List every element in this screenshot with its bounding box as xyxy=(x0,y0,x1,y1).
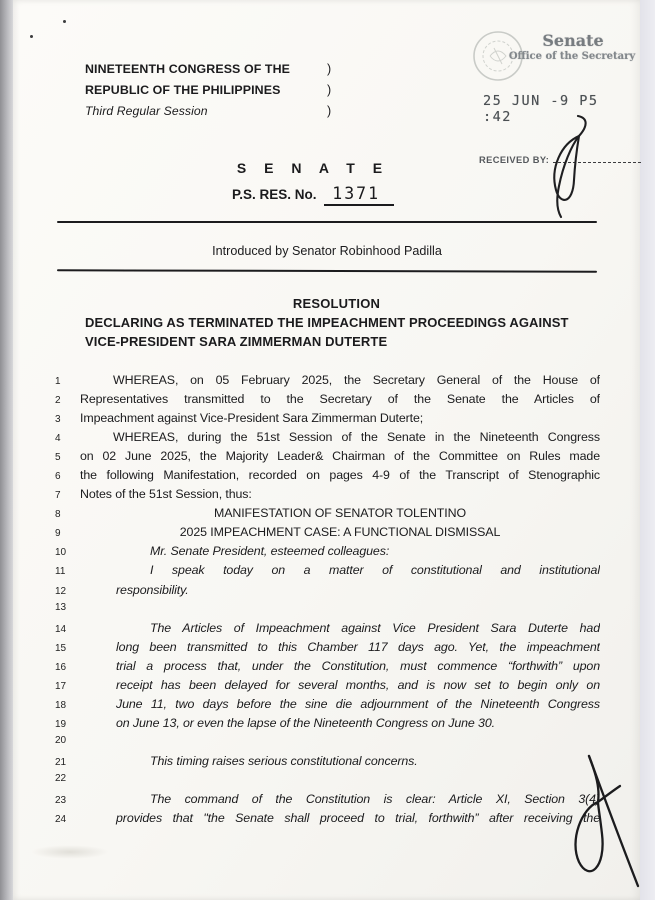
body-line xyxy=(55,563,600,582)
body-line xyxy=(55,544,600,563)
body-line xyxy=(55,468,600,487)
body-line xyxy=(55,716,600,735)
caption-row xyxy=(85,83,365,104)
resolution-heading: RESOLUTION xyxy=(292,296,381,311)
line-text: Impeachment against Vice-President Sara Zimmerman Duterte; xyxy=(80,411,424,426)
line-text: WHEREAS, on 05 February 2025, the Secretary General of the House of xyxy=(113,373,600,387)
line-number: 21 xyxy=(55,756,67,768)
line-text: the following Manifestation, recorded on pages 4-9 of the Transcript of Stenographic xyxy=(80,468,600,483)
body-line xyxy=(55,449,600,468)
line-text: Representatives transmitted to the Secretary of the Senate the Articles of xyxy=(80,392,600,407)
body-line xyxy=(55,792,600,811)
body-line xyxy=(55,811,600,830)
resolution-number-line xyxy=(33,184,593,203)
line-number: 7 xyxy=(55,490,61,502)
line-number: 24 xyxy=(55,814,67,826)
scan-smudge xyxy=(31,845,109,859)
line-number: 22 xyxy=(55,772,67,784)
body-lines xyxy=(55,373,600,830)
body-line xyxy=(55,621,600,640)
congress-line2: REPUBLIC OF THE PHILIPPINES xyxy=(85,83,281,97)
line-number: 4 xyxy=(55,433,61,445)
line-text: June 11, two days before the sine die adjournment of the Nineteenth Congress xyxy=(116,696,600,711)
scan-speck xyxy=(63,20,66,23)
line-number: 23 xyxy=(55,795,67,807)
body-line xyxy=(55,773,600,792)
stamp-office-sub: Office of the Secretary xyxy=(508,51,636,62)
body-line xyxy=(55,525,600,544)
line-number: 12 xyxy=(55,585,67,597)
body-line xyxy=(55,392,600,411)
scan-speck xyxy=(30,35,33,38)
line-text: WHEREAS, during the 51st Session of the Senate in the Nineteenth Congress xyxy=(113,430,600,445)
line-text: long been transmitted to this Chamber 117 days ago. Yet, the impeachment xyxy=(116,639,600,654)
line-number: 10 xyxy=(55,547,67,559)
line-number: 20 xyxy=(55,734,67,746)
line-text: Notes of the 51st Session, thus: xyxy=(80,487,252,502)
document-page xyxy=(13,0,640,900)
body-line xyxy=(55,430,600,449)
session-line: Third Regular Session xyxy=(85,104,208,118)
line-number: 17 xyxy=(55,680,67,692)
line-text: responsibility. xyxy=(116,582,189,597)
line-number: 3 xyxy=(55,414,61,426)
resolution-number-value: 1371 xyxy=(324,184,394,206)
line-number: 6 xyxy=(55,471,61,483)
stamp-datetime: 25 JUN -9 P5 :42 xyxy=(483,93,599,125)
caption-row xyxy=(85,62,365,83)
line-number: 9 xyxy=(55,528,61,540)
divider-rule-top xyxy=(57,221,597,223)
line-text: I speak today on a matter of constitutional and institutional xyxy=(150,563,600,578)
line-number: 19 xyxy=(55,718,67,730)
line-text: on June 13, or even the lapse of the Nineteenth Congress on June 30. xyxy=(116,715,495,730)
caption-block xyxy=(85,62,365,125)
body-line xyxy=(55,602,600,621)
congress-line1: NINETEENTH CONGRESS OF THE xyxy=(85,62,290,76)
line-number: 18 xyxy=(55,699,67,711)
line-text: This timing raises serious constitutional concerns. xyxy=(150,753,418,768)
introduced-by-line: Introduced by Senator Robinhood Padilla xyxy=(212,244,442,258)
received-by-label: RECEIVED BY: xyxy=(479,155,550,165)
caption-row xyxy=(85,104,365,125)
line-text: The Articles of Impeachment against Vice President Sara Duterte had xyxy=(150,620,600,635)
resolution-number-label: P.S. RES. No. xyxy=(231,187,317,202)
resolution-title-block xyxy=(85,294,588,351)
line-text: The command of the Constitution is clear: Article XI, Section 3(4) xyxy=(150,792,600,807)
line-text: MANIFESTATION OF SENATOR TOLENTINO xyxy=(213,506,466,521)
body-line xyxy=(55,373,600,392)
line-text: on 02 June 2025, the Majority Leader& Chairman of the Committee on Rules made xyxy=(80,449,600,464)
body-line xyxy=(55,583,600,602)
line-text: trial a process that, under the Constitution, must commence “forthwith” upon xyxy=(116,658,600,673)
body-line xyxy=(55,640,600,659)
body-line xyxy=(55,411,600,430)
stamp-office-name: Senate xyxy=(542,31,604,50)
caption-paren: ) xyxy=(327,83,332,97)
body-line xyxy=(55,754,600,773)
body-line xyxy=(55,506,600,525)
divider-rule-bottom xyxy=(57,269,597,272)
line-number: 8 xyxy=(55,509,61,521)
line-text: receipt has been delayed for several months, and is now set to begin only on xyxy=(116,677,600,692)
line-text: provides that "the Senate shall proceed to trial, forthwith” after receiving the xyxy=(116,811,600,826)
line-number: 1 xyxy=(55,376,61,387)
body-line xyxy=(55,697,600,716)
chamber-title: S E N A T E xyxy=(236,160,390,176)
caption-paren: ) xyxy=(327,62,332,76)
resolution-title-line1: DECLARING AS TERMINATED THE IMPEACHMENT PROCEEDINGS AGAINST xyxy=(85,315,569,330)
line-text: 2025 IMPEACHMENT CASE: A FUNCTIONAL DISMISSAL xyxy=(179,525,501,540)
line-number: 15 xyxy=(55,642,67,654)
line-number: 16 xyxy=(55,661,67,673)
line-text: Mr. Senate President, esteemed colleagues: xyxy=(150,544,390,559)
line-number: 11 xyxy=(55,566,66,578)
body-line xyxy=(55,735,600,754)
line-number: 13 xyxy=(55,601,67,613)
line-number: 14 xyxy=(55,623,67,635)
line-number: 2 xyxy=(55,395,61,407)
body-line xyxy=(55,487,600,506)
resolution-title-line2: VICE-PRESIDENT SARA ZIMMERMAN DUTERTE xyxy=(85,334,388,349)
body-line xyxy=(55,659,600,678)
margin-signature xyxy=(558,744,643,894)
caption-paren: ) xyxy=(327,104,332,118)
line-number: 5 xyxy=(55,452,61,464)
photo-edge-left xyxy=(0,0,13,900)
body-line xyxy=(55,678,600,697)
